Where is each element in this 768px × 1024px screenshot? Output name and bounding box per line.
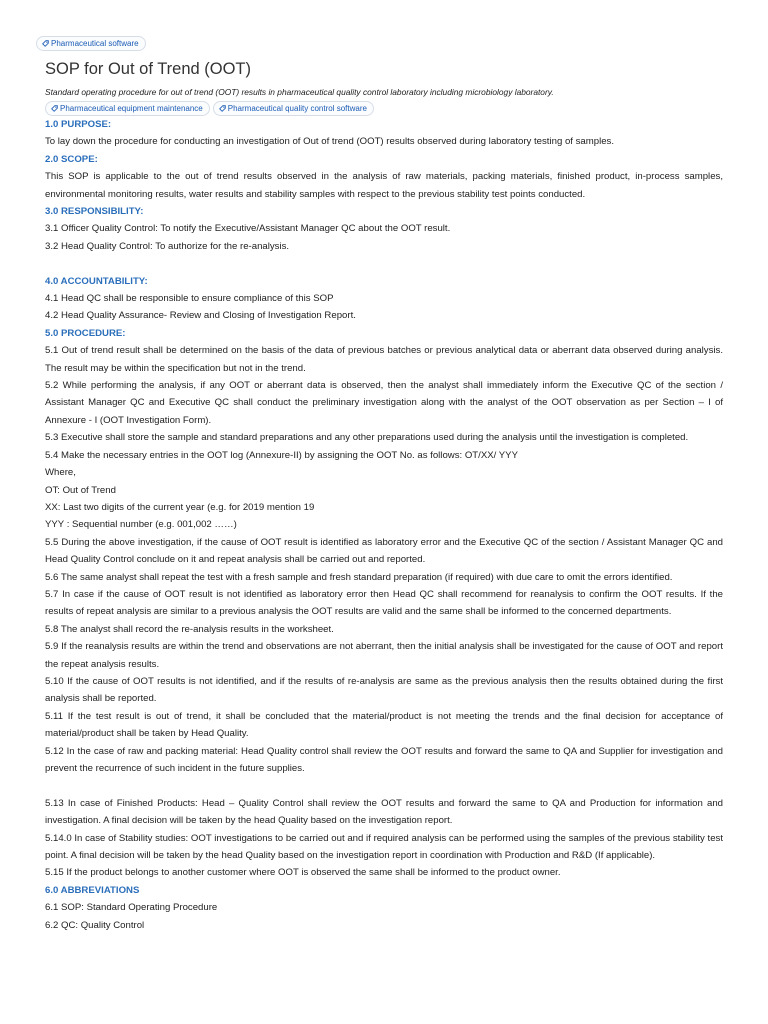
paragraph: 5.2 While performing the analysis, if any OOT or aberrant data is observed, then the analyst shall immediately inform the Executive QC of the section / Assistant Manager QC and Executive QC shall conduct the preliminary investigation along with the analyst of the OOT observation as per Section – I of Annexure - I (OOT Investigation Form).	[45, 380, 723, 426]
paragraph: 4.1 Head QC shall be responsible to ensure compliance of this SOP	[45, 293, 334, 305]
paragraph: 3.1 Officer Quality Control: To notify the Executive/Assistant Manager QC about the OOT result.	[45, 223, 451, 235]
tag-icon	[219, 105, 226, 112]
paragraph: 5.12 In the case of raw and packing material: Head Quality control shall review the OOT results and forward the same to QA and Supplier for investigation and prevent the recurrence of such incident in the future supplies.	[45, 745, 723, 775]
blank-line	[45, 255, 723, 272]
paragraph: Where,	[45, 467, 76, 479]
tag-label: Pharmaceutical quality control software	[227, 104, 367, 113]
paragraph: 5.8 The analyst shall record the re-analysis results in the worksheet.	[45, 623, 334, 635]
blank-line	[45, 777, 723, 794]
paragraph: 4.2 Head Quality Assurance- Review and Closing of Investigation Report.	[45, 310, 356, 322]
paragraph: 5.13 In case of Finished Products: Head – Quality Control shall review the OOT results and forward the same to QA and Production for information and investigation. A final decision will be taken by the head Quality based on the investigation report.	[45, 797, 723, 827]
paragraph: 3.2 Head Quality Control: To authorize for the re-analysis.	[45, 240, 290, 252]
paragraph: OT: Out of Trend	[45, 484, 116, 496]
section-heading: 3.0 RESPONSIBILITY:	[45, 206, 144, 218]
tag-link-equipment-maintenance[interactable]	[45, 101, 210, 116]
paragraph: This SOP is applicable to the out of trend results observed in the analysis of raw materials, packing materials, finished product, in-process samples, environmental monitoring results, water results and stability samples with respect to the previous stability test points conducted.	[45, 171, 723, 200]
tag-row	[45, 101, 723, 116]
paragraph: 5.15 If the product belongs to another customer where OOT is observed the same shall be informed to the product owner.	[45, 867, 561, 879]
tag-link-pharmaceutical-software[interactable]	[36, 36, 146, 51]
paragraph: YYY : Sequential number (e.g. 001,002 ……)	[45, 519, 237, 531]
paragraph: 5.3 Executive shall store the sample and standard preparations and any other preparations used during the analysis until the investigation is completed.	[45, 432, 689, 444]
paragraph: 5.9 If the reanalysis results are within the trend and observations are not aberrant, then the initial analysis shall be investigated for the cause of OOT and report the repeat analysis results.	[45, 641, 723, 670]
tag-icon	[51, 105, 58, 112]
paragraph: 6.2 QC: Quality Control	[45, 919, 145, 931]
paragraph: XX: Last two digits of the current year (e.g. for 2019 mention 19	[45, 501, 315, 513]
paragraph: 5.14.0 In case of Stability studies: OOT investigations to be carried out and if required analysis can be performed using the samples of the previous stability test point. A final decision will be taken by the head Quality based on the investigation report in coordination with Production and R&D (If applicable).	[45, 832, 723, 862]
tag-icon	[42, 40, 49, 47]
tag-label: Pharmaceutical equipment maintenance	[60, 104, 203, 113]
tag-link-quality-control-software[interactable]	[213, 101, 374, 116]
paragraph: 5.1 Out of trend result shall be determined on the basis of the data of previous batches or previous analytical data or aberrant data observed during analysis. The result may be within the specification but not in the trend.	[45, 345, 723, 374]
page-subtitle: Standard operating procedure for out of trend (OOT) results in pharmaceutical quality control laboratory including microbiology laboratory.	[45, 87, 554, 97]
paragraph: 5.11 If the test result is out of trend, it shall be concluded that the material/product is not meeting the trends and the final decision for acceptance of material/product shall be taken by Head Quality.	[45, 710, 723, 740]
paragraph: 5.4 Make the necessary entries in the OOT log (Annexure-II) by assigning the OOT No. as follows: OT/XX/ YYY	[45, 449, 518, 461]
paragraph: 5.5 During the above investigation, if the cause of OOT result is identified as laboratory error and the Executive QC of the section / Assistant Manager QC and Head Quality Control conclude on it and repeat analysis shall be carried out and reported.	[45, 536, 723, 566]
paragraph: 5.7 In case if the cause of OOT result is not identified as laboratory error then Head QC shall recommend for reanalysis to confirm the OOT results. If the results of repeat analysis are similar to a previous analysis the OOT results are valid and the same shall be informed to the concerned departments.	[45, 588, 723, 618]
section-heading: 5.0 PROCEDURE:	[45, 327, 126, 339]
paragraph: 5.6 The same analyst shall repeat the test with a fresh sample and fresh standard preparation (if required) with due care to omit the errors identified.	[45, 571, 673, 583]
tag-label: Pharmaceutical software	[51, 39, 139, 48]
paragraph: 5.10 If the cause of OOT results is not identified, and if the results of re-analysis are same as the previous analysis then the results obtained during the first analysis shall be reported.	[45, 675, 723, 705]
section-heading: 6.0 ABBREVIATIONS	[45, 884, 140, 896]
section-heading: 2.0 SCOPE:	[45, 153, 98, 165]
paragraph: To lay down the procedure for conducting an investigation of Out of trend (OOT) results observed during laboratory testing of samples.	[45, 136, 614, 148]
document-body	[45, 116, 723, 934]
paragraph: 6.1 SOP: Standard Operating Procedure	[45, 902, 218, 914]
section-heading: 4.0 ACCOUNTABILITY:	[45, 275, 148, 287]
page-title: SOP for Out of Trend (OOT)	[45, 60, 252, 78]
section-heading: 1.0 PURPOSE:	[45, 119, 112, 130]
